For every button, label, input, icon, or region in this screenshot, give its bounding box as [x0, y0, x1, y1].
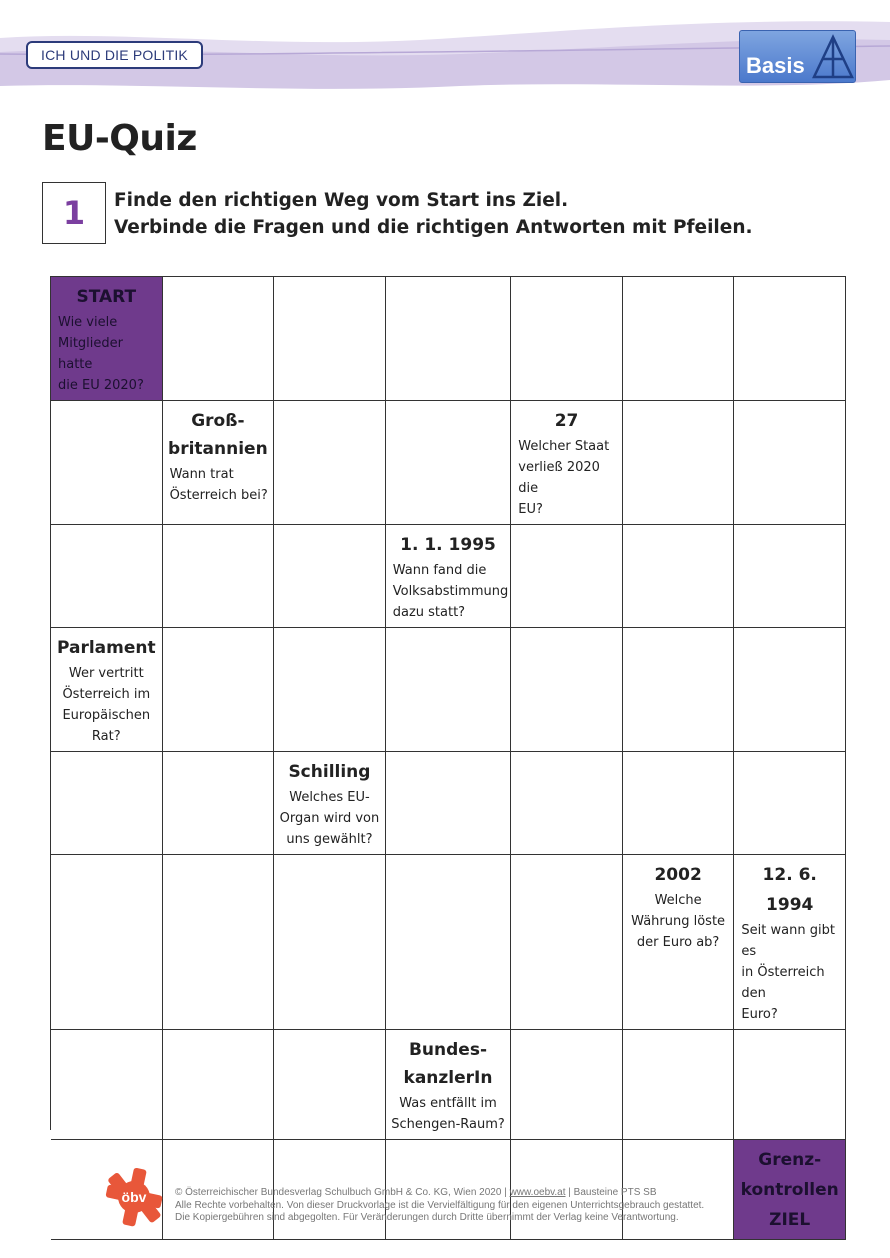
quiz-answer: 27 — [554, 411, 579, 431]
quiz-cell[interactable] — [386, 525, 512, 628]
grid-cell-empty[interactable] — [511, 1030, 623, 1140]
quiz-answer: Bundes- — [408, 1040, 488, 1060]
grid-cell-empty[interactable] — [623, 752, 735, 855]
goal-answer-line: Grenz- — [758, 1150, 822, 1170]
start-label: START — [76, 287, 137, 307]
grid-cell-empty[interactable] — [511, 628, 623, 752]
oebv-logo-text: öbv — [121, 1189, 147, 1205]
grid-cell-empty[interactable] — [163, 1030, 275, 1140]
quiz-cell[interactable] — [386, 1030, 512, 1140]
quiz-answer: Schilling — [288, 762, 371, 782]
grid-cell-empty[interactable] — [51, 855, 163, 1030]
section-label: ICH UND DIE POLITIK — [26, 41, 203, 69]
quiz-question: Welche Währung löste der Euro ab? — [631, 893, 726, 950]
footer-line-1 — [175, 1187, 704, 1200]
grid-cell-empty[interactable] — [511, 525, 623, 628]
grid-cell-empty[interactable] — [734, 628, 846, 752]
quiz-answer: Groß- — [191, 411, 245, 431]
grid-cell-empty[interactable] — [274, 1030, 386, 1140]
grid-cell-empty[interactable] — [386, 401, 512, 525]
quiz-cell[interactable] — [511, 401, 623, 525]
grid-cell-empty[interactable] — [274, 401, 386, 525]
grid-cell-empty[interactable] — [163, 628, 275, 752]
grid-cell-empty[interactable] — [734, 752, 846, 855]
task-number-box: 1 — [42, 182, 106, 244]
basis-triangle-icon — [812, 33, 854, 79]
quiz-question: Wann trat Österreich bei? — [169, 467, 268, 503]
grid-cell-empty[interactable] — [623, 628, 735, 752]
quiz-question: Seit wann gibt es in Österreich den Euro? — [741, 923, 835, 1022]
start-cell[interactable] — [51, 277, 163, 401]
grid-cell-empty[interactable] — [734, 277, 846, 401]
grid-cell-empty[interactable] — [734, 525, 846, 628]
instruction-line-2: Verbinde die Fragen und die richtigen Antworten mit Pfeilen. — [114, 217, 753, 238]
grid-cell-empty[interactable] — [163, 752, 275, 855]
quiz-question: Was entfällt im Schengen-Raum? — [391, 1096, 505, 1132]
quiz-question: Welcher Staat verließ 2020 die EU? — [518, 439, 610, 517]
grid-cell-empty[interactable] — [163, 277, 275, 401]
instruction-line-1: Finde den richtigen Weg vom Start ins Ziel. — [114, 190, 569, 211]
grid-cell-empty[interactable] — [734, 401, 846, 525]
quiz-question: Wann fand die Volksabstimmung dazu statt? — [392, 563, 509, 620]
grid-cell-empty[interactable] — [51, 1030, 163, 1140]
quiz-cell[interactable] — [623, 855, 735, 1030]
start-question: Wie viele Mitglieder hatte die EU 2020? — [58, 315, 144, 393]
page-title: EU-Quiz — [42, 118, 197, 159]
task-instructions — [114, 187, 753, 241]
goal-label: ZIEL — [769, 1210, 811, 1230]
footer-copyright-post: | Bausteine PTS SB — [565, 1187, 657, 1198]
grid-cell-empty[interactable] — [274, 855, 386, 1030]
grid-cell-empty[interactable] — [163, 525, 275, 628]
quiz-cell[interactable] — [163, 401, 275, 525]
basis-logo-text: Basis — [746, 53, 805, 78]
grid-cell-empty[interactable] — [386, 855, 512, 1030]
grid-cell-empty[interactable] — [734, 1030, 846, 1140]
quiz-question: Wer vertritt Österreich im Europäischen Rat? — [62, 666, 151, 744]
quiz-answer: britannien — [168, 439, 268, 459]
grid-cell-empty[interactable] — [51, 401, 163, 525]
grid-cell-empty[interactable] — [623, 1030, 735, 1140]
grid-cell-empty[interactable] — [511, 855, 623, 1030]
basis-logo — [739, 30, 856, 83]
quiz-answer: kanzlerIn — [403, 1068, 493, 1088]
publisher-link[interactable]: www.oebv.at — [509, 1187, 566, 1198]
goal-cell[interactable] — [734, 1140, 846, 1240]
grid-cell-empty[interactable] — [274, 628, 386, 752]
grid-cell-empty[interactable] — [623, 525, 735, 628]
quiz-answer: 2002 — [654, 865, 702, 885]
quiz-cell[interactable] — [734, 855, 846, 1030]
footer-copyright-pre: © Österreichischer Bundesverlag Schulbuch GmbH & Co. KG, Wien 2020 | — [175, 1187, 510, 1198]
grid-cell-empty[interactable] — [623, 277, 735, 401]
grid-cell-empty[interactable] — [511, 277, 623, 401]
footer-line-3: Die Kopiergebühren sind abgegolten. Für Veränderungen durch Dritte übernimmt der Verlag keine Verantwortung. — [175, 1212, 679, 1223]
grid-cell-empty[interactable] — [51, 752, 163, 855]
footer-copyright — [175, 1187, 704, 1225]
grid-cell-empty[interactable] — [623, 401, 735, 525]
grid-cell-empty[interactable] — [386, 277, 512, 401]
grid-cell-empty[interactable] — [51, 525, 163, 628]
grid-cell-empty[interactable] — [274, 277, 386, 401]
quiz-answer: 1. 1. 1995 — [400, 535, 496, 555]
quiz-question: Welches EU- Organ wird von uns gewählt? — [279, 790, 380, 847]
grid-cell-empty[interactable] — [163, 855, 275, 1030]
oebv-logo — [104, 1166, 164, 1228]
quiz-answer: Parlament — [56, 638, 156, 658]
grid-cell-empty[interactable] — [274, 525, 386, 628]
quiz-cell[interactable] — [51, 628, 163, 752]
grid-cell-empty[interactable] — [511, 752, 623, 855]
grid-cell-empty[interactable] — [386, 628, 512, 752]
grid-cell-empty[interactable] — [386, 752, 512, 855]
quiz-answer: 12. 6. 1994 — [762, 865, 817, 915]
goal-answer-line: kontrollen — [740, 1180, 839, 1200]
quiz-cell[interactable] — [274, 752, 386, 855]
footer-line-2: Alle Rechte vorbehalten. Von dieser Druckvorlage ist die Vervielfältigung für den eigenen Unterrichtsgebrauch gestattet. — [175, 1199, 705, 1211]
